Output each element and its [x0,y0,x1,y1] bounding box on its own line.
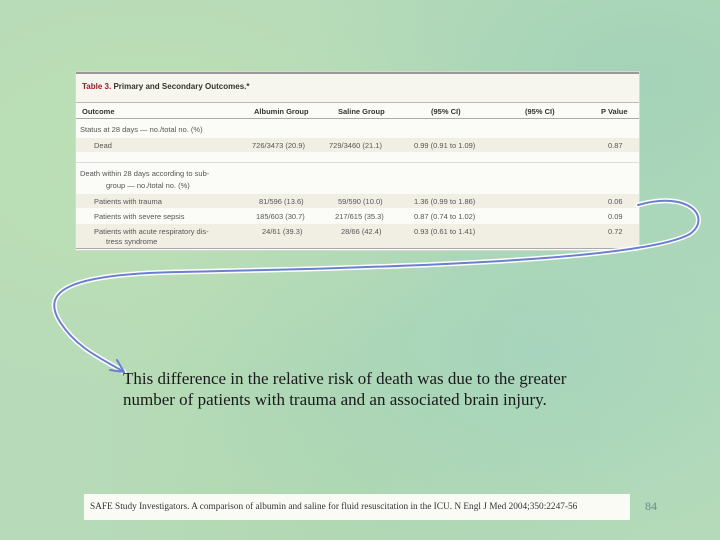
table-cell: 0.87 [608,141,623,150]
header-p-value: P Value [601,107,628,116]
section-divider [76,162,639,163]
table-title-text: Primary and Secondary Outcomes.* [113,82,250,91]
outcomes-table [76,72,639,250]
table-cell: 729/3460 (21.1) [329,141,382,150]
table-cell: 81/596 (13.6) [259,197,304,206]
citation-box [84,494,630,520]
table-cell: 0.06 [608,197,623,206]
table-cell: 0.72 [608,227,623,236]
citation: SAFE Study Investigators. A comparison of albumin and saline for fluid resuscitation in the ICU. N Engl J Med 2004;350:2247-56 [90,502,578,512]
header-outcome: Outcome [82,107,115,116]
header-ci-1: (95% CI) [431,107,461,116]
table-number: Table 3. [82,82,112,91]
table-row-label: group — no./total no. (%) [106,181,190,190]
table-row-label: Patients with trauma [94,197,162,206]
table-cell: 726/3473 (20.9) [252,141,305,150]
table-title-bar [76,72,639,103]
header-saline: Saline Group [338,107,385,116]
table-row-label: Patients with acute respiratory dis- [94,227,209,236]
table-cell: 59/590 (10.0) [338,197,383,206]
table-row-label: Dead [94,141,112,150]
table-row-label: Patients with severe sepsis [94,212,185,221]
table-cell: 185/603 (30.7) [256,212,305,221]
table-bottom-rule [76,248,639,249]
header-ci-2: (95% CI) [525,107,555,116]
table-cell: 0.93 (0.61 to 1.41) [414,227,476,236]
header-albumin: Albumin Group [254,107,309,116]
body-text: This difference in the relative risk of death was due to the greater number of patients with trauma and an associated brain injury. [123,369,567,409]
table-row-label: Status at 28 days — no./total no. (%) [80,125,203,134]
table-cell: 28/66 (42.4) [341,227,382,236]
table-row-label: Death within 28 days according to sub- [80,169,210,178]
table-title [82,82,250,91]
header-rule [76,118,639,119]
table-cell: 1.36 (0.99 to 1.86) [414,197,476,206]
table-cell: 0.99 (0.91 to 1.09) [414,141,476,150]
table-row-label: tress syndrome [106,237,158,246]
page-number: 84 [645,499,657,513]
table-cell: 0.87 (0.74 to 1.02) [414,212,476,221]
table-cell: 24/61 (39.3) [262,227,303,236]
table-cell: 217/615 (35.3) [335,212,384,221]
table-cell: 0.09 [608,212,623,221]
